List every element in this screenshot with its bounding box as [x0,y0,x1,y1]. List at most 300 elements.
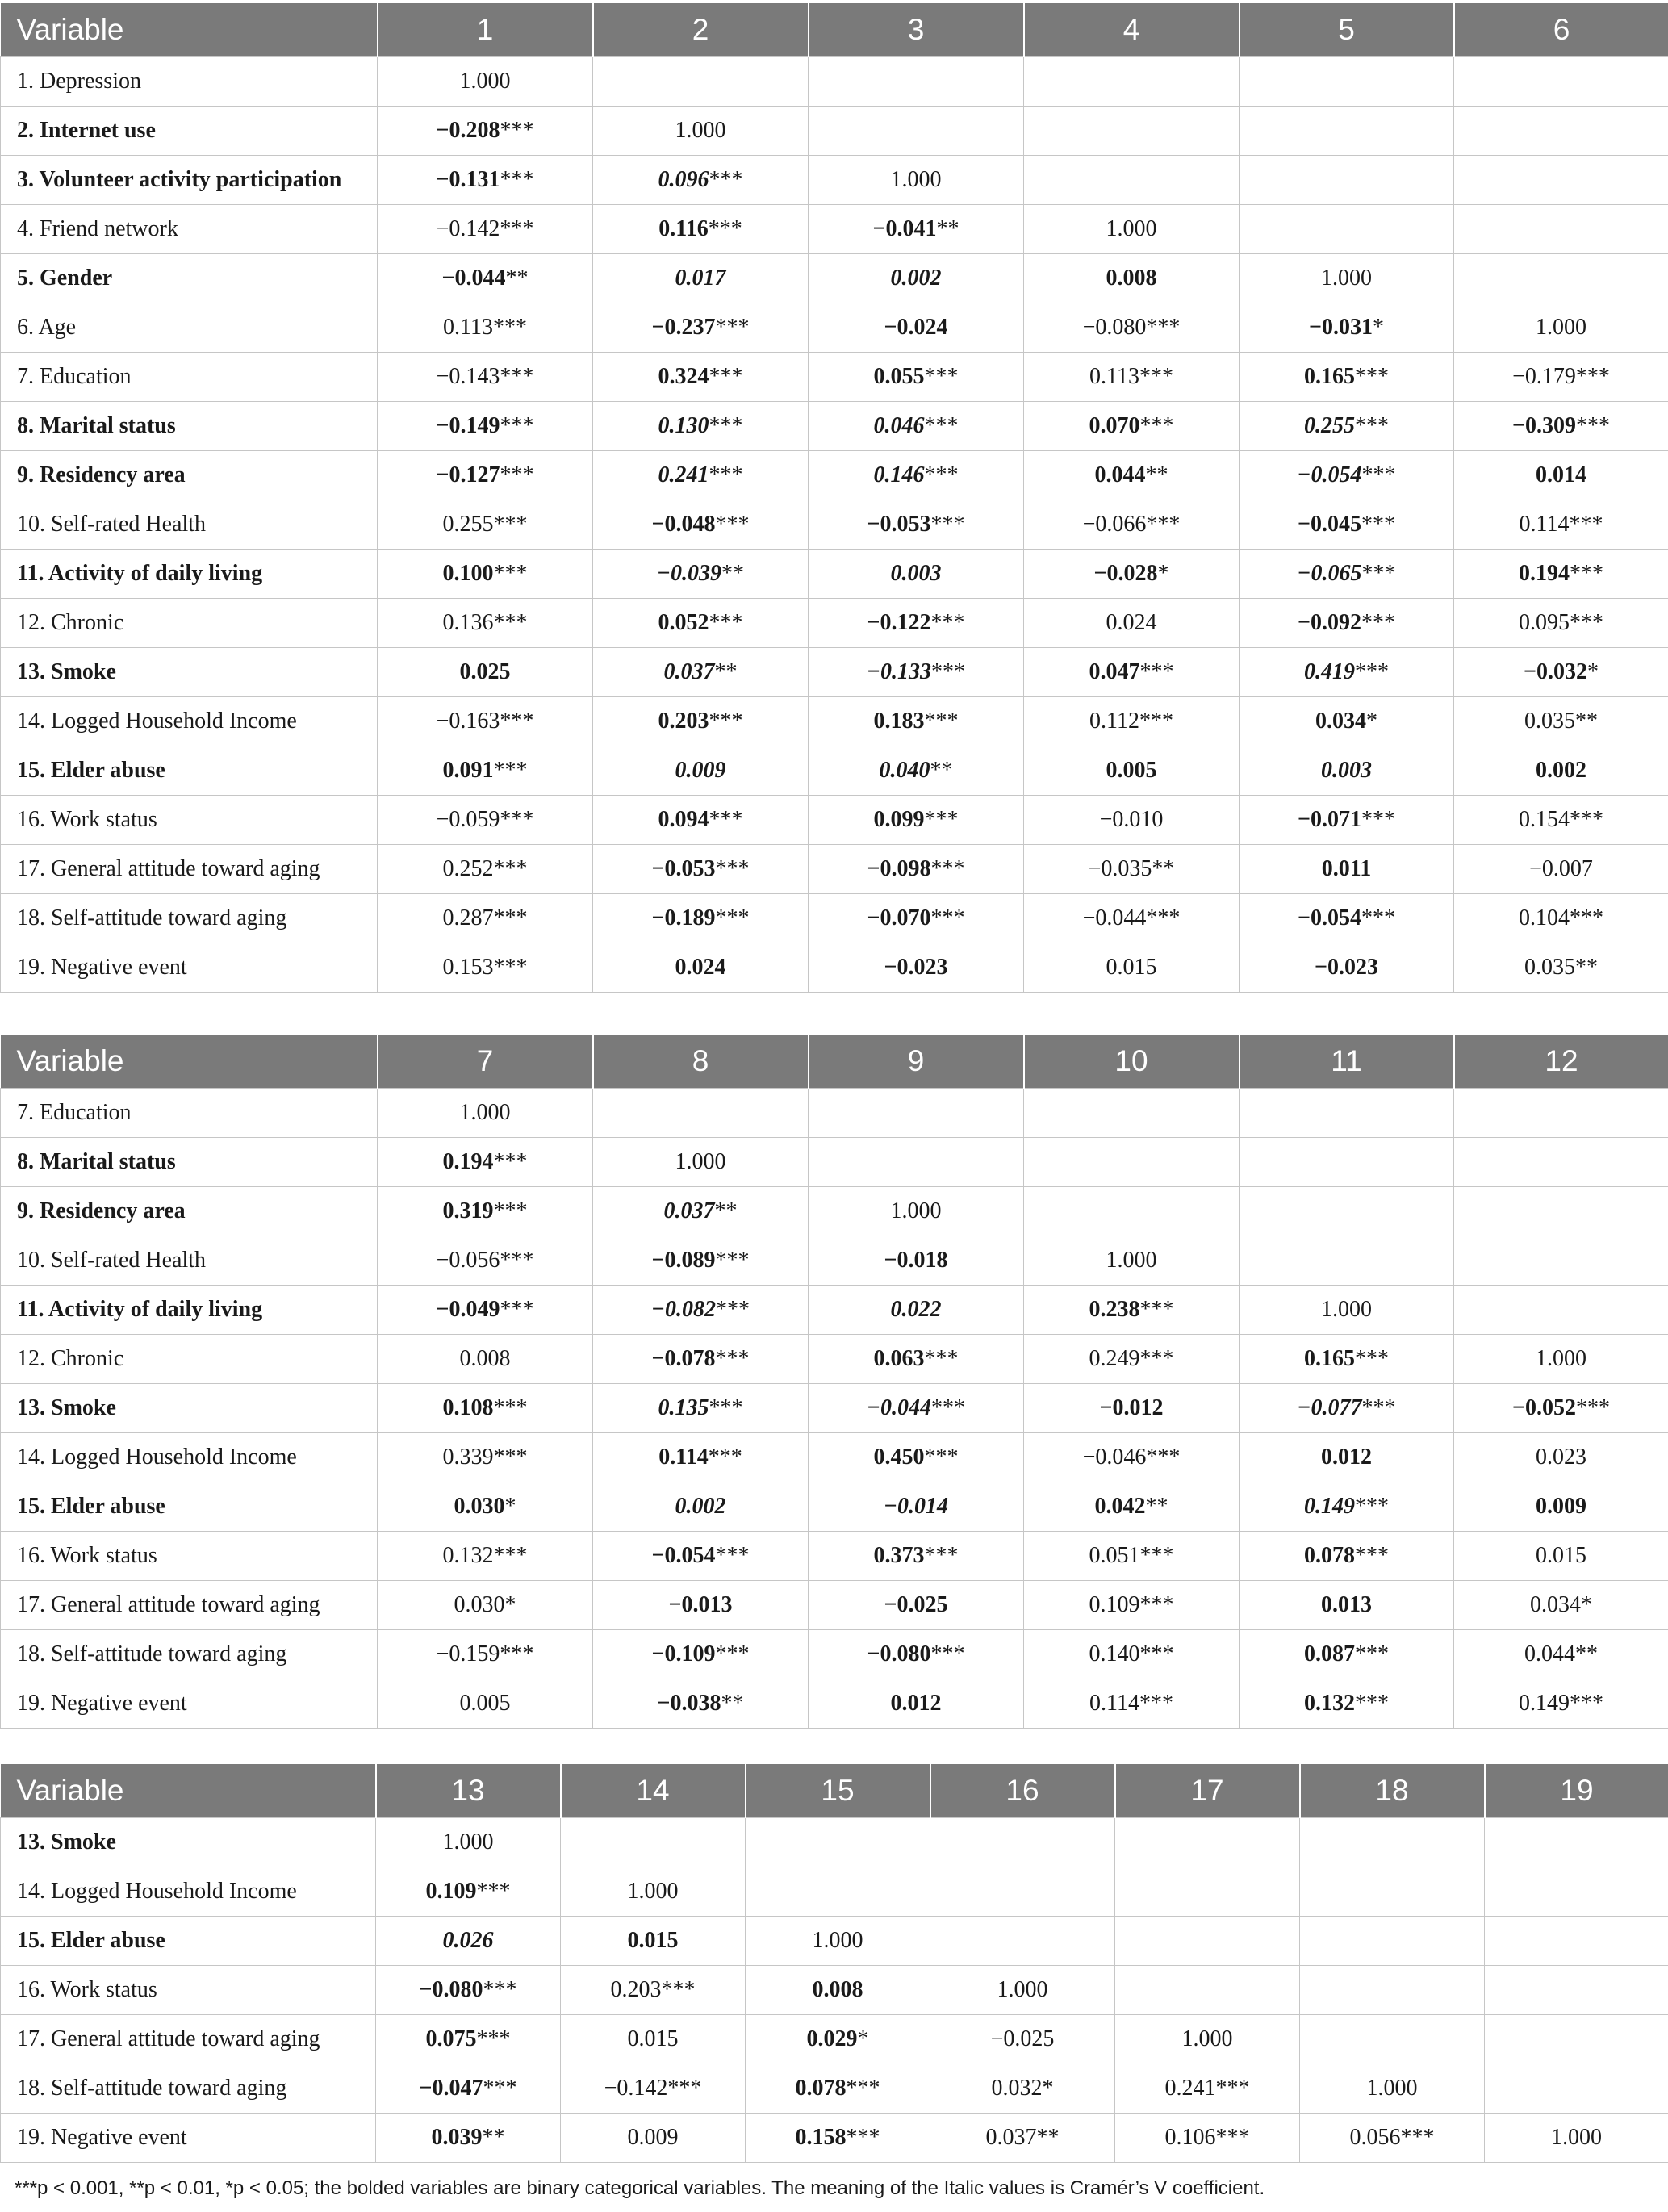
cell-value: −0.056 [436,1248,500,1273]
cell-value: 0.135 [658,1395,709,1420]
significance-stars: *** [1570,807,1603,832]
significance-stars: *** [709,364,743,389]
significance-stars: *** [1215,2125,1250,2150]
table-cell [378,107,593,156]
significance-stars: * [1366,709,1377,734]
significance-stars: *** [493,1198,528,1223]
significance-stars: *** [493,512,528,537]
table-cell [593,943,809,993]
row-label: 9. Residency area [1,451,378,500]
row-label: 14. Logged Household Income [1,1433,378,1482]
table-cell [593,1286,809,1335]
row-label: 9. Residency area [1,1187,378,1236]
cell-value: −0.023 [884,955,948,980]
cell-value: 0.165 [1304,364,1355,389]
table-row [1,1917,1668,1966]
cell-value: 0.106 [1164,2125,1216,2150]
row-label: 10. Self-rated Health [1,1236,378,1286]
cell-value: 0.324 [658,364,709,389]
significance-stars: *** [715,856,750,881]
table-cell [378,1630,593,1679]
table-cell [378,550,593,599]
header-variable: Variable [1,3,378,57]
significance-stars: *** [930,856,965,881]
table-cell [1024,1335,1240,1384]
table-cell [1024,205,1240,254]
cell-value: 0.136 [442,610,494,635]
table-cell [1024,1384,1240,1433]
table-cell [1024,1286,1240,1335]
cell-value: −0.013 [668,1592,733,1617]
table-row [1,402,1668,451]
table-row [1,1433,1668,1482]
significance-stars: *** [924,413,959,438]
table-cell [593,57,809,107]
header-col-13: 13 [376,1764,561,1818]
row-label: 16. Work status [1,1966,376,2015]
table-footnote: ***p < 0.001, **p < 0.01, *p < 0.05; the bolded variables are binary categorical variables. The meaning of the Italic values is Cramér’s V coefficient. [15,2177,1265,2199]
significance-stars: *** [1146,1445,1181,1470]
table-cell [378,451,593,500]
row-label: 19. Negative event [1,1679,378,1729]
table-cell [1024,254,1240,303]
table-cell [1240,697,1454,746]
cell-value: 0.011 [1321,856,1372,881]
cell-value: −0.044 [441,266,506,291]
table-cell [809,1089,1024,1138]
cell-value: 0.009 [627,2125,679,2150]
row-label: 8. Marital status [1,402,378,451]
table-cell [809,1482,1024,1532]
significance-stars: *** [1215,2076,1250,2101]
cell-value: −0.014 [884,1494,948,1519]
cell-value: −0.035 [1088,856,1152,881]
row-label: 15. Elder abuse [1,1917,376,1966]
cell-value: 0.194 [442,1149,494,1174]
cell-value: 0.037 [663,659,715,684]
row-label: 13. Smoke [1,1818,376,1867]
cell-value: 0.149 [1304,1494,1355,1519]
cell-value: 0.005 [459,1691,511,1716]
cell-value: 0.241 [1164,2076,1216,2101]
cell-value: 1.000 [459,1100,511,1125]
table-cell [809,697,1024,746]
row-label: 1. Depression [1,57,378,107]
significance-stars: *** [1139,1346,1174,1371]
significance-stars: *** [1355,1543,1389,1568]
table-cell [1454,1138,1668,1187]
significance-stars: *** [708,216,742,241]
table-row [1,1384,1668,1433]
significance-stars: *** [1139,413,1174,438]
table-cell [378,1138,593,1187]
table-cell [930,2114,1115,2163]
table-cell [376,1966,561,2015]
significance-stars: *** [1569,512,1603,537]
row-label: 17. General attitude toward aging [1,845,378,894]
table-cell [809,648,1024,697]
cell-value: 0.203 [610,1977,662,2002]
table-cell [378,697,593,746]
cell-value: 0.450 [873,1445,925,1470]
cell-value: 0.096 [658,167,709,192]
table-cell [1240,1679,1454,1729]
table-cell [1454,353,1668,402]
cell-value: 1.000 [890,1198,942,1223]
table-cell [1454,1089,1668,1138]
cell-value: 0.287 [442,905,494,930]
table-cell [1485,1867,1668,1917]
significance-stars: ** [1152,856,1175,881]
table-cell [809,1384,1024,1433]
header-col-2: 2 [593,3,809,57]
cell-value: −0.025 [990,2026,1055,2051]
header-variable: Variable [1,1035,378,1089]
cell-value: −0.041 [872,216,937,241]
significance-stars: *** [493,905,528,930]
row-label: 4. Friend network [1,205,378,254]
table-cell [561,1917,746,1966]
significance-stars: *** [924,1543,959,1568]
table-cell [1454,697,1668,746]
table-row [1,943,1668,993]
cell-value: −0.039 [657,561,721,586]
cell-value: 0.009 [675,758,726,783]
significance-stars: *** [715,905,750,930]
table-cell [593,1138,809,1187]
table-cell [809,1138,1024,1187]
cell-value: 0.003 [1321,758,1372,783]
table-cell [809,796,1024,845]
table-cell [809,303,1024,353]
table-cell [561,2015,746,2064]
table-cell [1024,1630,1240,1679]
cell-value: −0.038 [657,1691,721,1716]
cell-value: −0.098 [867,856,931,881]
significance-stars: *** [1355,1691,1389,1716]
cell-value: 0.009 [1536,1494,1586,1519]
significance-stars: ** [505,266,529,291]
cell-value: −0.080 [867,1641,931,1666]
significance-stars: *** [709,167,743,192]
significance-stars: *** [846,2125,880,2150]
table-cell [1115,1867,1300,1917]
cell-value: −0.044 [1082,905,1147,930]
significance-stars: *** [1355,1346,1389,1371]
cell-value: −0.044 [867,1395,931,1420]
table-cell [376,1917,561,1966]
cell-value: −0.045 [1298,512,1361,537]
row-label: 6. Age [1,303,378,353]
table-cell [809,1286,1024,1335]
cell-value: 0.042 [1094,1494,1146,1519]
significance-stars: ** [714,659,738,684]
significance-stars: *** [1139,1691,1173,1716]
header-row [1,1035,1668,1089]
row-label: 7. Education [1,1089,378,1138]
significance-stars: *** [1575,364,1610,389]
table-cell [809,57,1024,107]
table-cell [1454,599,1668,648]
header-col-6: 6 [1454,3,1668,57]
significance-stars: *** [493,1149,528,1174]
table-cell [1300,1818,1485,1867]
table-cell [1454,845,1668,894]
header-row [1,3,1668,57]
table-row [1,1482,1668,1532]
cell-value: 0.051 [1089,1543,1140,1568]
table-cell [1115,2114,1300,2163]
significance-stars: *** [1146,905,1181,930]
significance-stars: *** [483,1977,517,2002]
significance-stars: *** [1570,1691,1603,1716]
table-cell [809,1236,1024,1286]
cell-value: −0.159 [436,1641,500,1666]
header-col-16: 16 [930,1764,1115,1818]
table-cell [809,451,1024,500]
significance-stars: *** [493,1445,528,1470]
cell-value: −0.054 [651,1543,716,1568]
cell-value: 1.000 [1536,1346,1586,1371]
cell-value: 0.114 [1089,1691,1139,1716]
table-cell [1024,1089,1240,1138]
significance-stars: *** [708,1445,742,1470]
table-cell [809,943,1024,993]
table-cell [593,845,809,894]
table-cell [809,845,1024,894]
cell-value: 0.373 [873,1543,925,1568]
table-cell [378,796,593,845]
header-col-3: 3 [809,3,1024,57]
significance-stars: *** [493,856,528,881]
table-cell [1240,1138,1454,1187]
table-cell [1240,303,1454,353]
cell-value: 0.030 [454,1592,505,1617]
table-cell [1454,796,1668,845]
significance-stars: *** [493,758,528,783]
cell-value: 0.026 [442,1928,494,1953]
table-cell [1454,746,1668,796]
table-cell [593,205,809,254]
table-cell [746,2114,930,2163]
table-row [1,1236,1668,1286]
table-row [1,1532,1668,1581]
header-row [1,1764,1668,1818]
cell-value: 0.078 [1304,1543,1355,1568]
table-cell [376,2015,561,2064]
table-cell [1454,1433,1668,1482]
cell-value: 0.255 [442,512,494,537]
table-cell [1024,648,1240,697]
table-cell [593,353,809,402]
significance-stars: *** [1355,1494,1389,1519]
header-col-15: 15 [746,1764,930,1818]
cell-value: 0.249 [1089,1346,1140,1371]
table-cell [593,1482,809,1532]
table-cell [378,254,593,303]
table-row [1,697,1668,746]
cell-value: 0.203 [658,709,709,734]
table-cell [378,205,593,254]
table-cell [376,1818,561,1867]
significance-stars: *** [1361,462,1396,487]
table-row [1,796,1668,845]
table-cell [809,1581,1024,1630]
cell-value: 0.255 [1304,413,1355,438]
table-cell [1240,1532,1454,1581]
cell-value: 0.013 [1321,1592,1372,1617]
table-cell [1024,1187,1240,1236]
cell-value: −0.122 [867,610,931,635]
table-cell [378,746,593,796]
significance-stars: ** [721,561,744,586]
table-cell [593,303,809,353]
table-cell [593,697,809,746]
cell-value: 0.109 [1089,1592,1140,1617]
table-cell [809,500,1024,550]
cell-value: −0.049 [436,1297,500,1322]
significance-stars: * [857,2026,869,2051]
header-col-7: 7 [378,1035,593,1089]
table-cell [1240,845,1454,894]
cell-value: 0.319 [442,1198,494,1223]
table-cell [1240,1335,1454,1384]
table-cell [378,1532,593,1581]
significance-stars: *** [1575,413,1610,438]
cell-value: 0.034 [1530,1592,1581,1617]
table-cell [1454,1384,1668,1433]
cell-value: 0.140 [1089,1641,1140,1666]
cell-value: 0.112 [1089,709,1139,734]
row-label: 12. Chronic [1,1335,378,1384]
cell-value: 1.000 [1106,216,1157,241]
significance-stars: *** [709,462,743,487]
table-cell [1024,550,1240,599]
cell-value: 0.165 [1304,1346,1355,1371]
cell-value: 0.070 [1089,413,1140,438]
significance-stars: *** [1361,512,1395,537]
cell-value: 0.419 [1304,659,1355,684]
significance-stars: *** [715,1297,750,1322]
significance-stars: * [1157,561,1169,586]
cell-value: −0.024 [884,315,948,340]
significance-stars: *** [930,659,965,684]
table-cell [561,2064,746,2114]
cell-value: 0.035 [1524,955,1575,980]
significance-stars: ** [1145,462,1168,487]
table-cell [1485,2015,1668,2064]
table-cell [593,1679,809,1729]
cell-value: 0.034 [1315,709,1366,734]
header-col-14: 14 [561,1764,746,1818]
table-cell [1240,1384,1454,1433]
cell-value: −0.025 [884,1592,948,1617]
significance-stars: * [504,1494,516,1519]
row-label: 11. Activity of daily living [1,550,378,599]
table-cell [561,1867,746,1917]
table-cell [1115,2015,1300,2064]
header-col-18: 18 [1300,1764,1485,1818]
significance-stars: ** [936,216,959,241]
significance-stars: *** [924,1346,959,1371]
table-cell [378,1581,593,1630]
cell-value: −0.309 [1512,413,1576,438]
significance-stars: *** [1355,364,1389,389]
cell-value: 0.091 [442,758,494,783]
significance-stars: *** [1400,2125,1435,2150]
cell-value: 1.000 [812,1928,863,1953]
cell-value: 0.183 [873,709,925,734]
table-cell [561,2114,746,2163]
table-cell [1454,943,1668,993]
cell-value: 0.094 [658,807,709,832]
table-row [1,303,1668,353]
significance-stars: ** [721,1691,744,1716]
cell-value: 0.015 [627,2026,679,2051]
cell-value: −0.077 [1297,1395,1362,1420]
cell-value: 0.039 [431,2125,483,2150]
significance-stars: *** [709,413,743,438]
table-cell [378,1482,593,1532]
significance-stars: *** [500,1297,534,1322]
cell-value: 0.063 [873,1346,925,1371]
table-cell [1454,1630,1668,1679]
table-row [1,1286,1668,1335]
table-cell [378,599,593,648]
cell-value: 1.000 [1366,2076,1418,2101]
row-label: 5. Gender [1,254,378,303]
significance-stars: *** [924,1445,959,1470]
table-row [1,57,1668,107]
significance-stars: *** [1139,1641,1174,1666]
table-cell [378,156,593,205]
table-cell [1300,1917,1485,1966]
cell-value: −0.070 [867,905,931,930]
cell-value: −0.109 [651,1641,716,1666]
table-cell [1240,500,1454,550]
table-cell [1300,1966,1485,2015]
table-cell [1024,1581,1240,1630]
row-label: 10. Self-rated Health [1,500,378,550]
table-cell [561,1818,746,1867]
table-cell [1024,402,1240,451]
significance-stars: *** [492,315,527,340]
table-cell [1024,1138,1240,1187]
cell-value: 0.008 [459,1346,511,1371]
table-cell [378,1286,593,1335]
table-cell [593,1187,809,1236]
table-cell [378,1187,593,1236]
cell-value: 0.008 [812,1977,863,2002]
cell-value: 0.017 [675,266,726,291]
row-label: 15. Elder abuse [1,746,378,796]
cell-value: 0.055 [873,364,925,389]
table-cell [561,1966,746,2015]
row-label: 16. Work status [1,1532,378,1581]
row-label: 19. Negative event [1,2114,376,2163]
table-cell [378,500,593,550]
cell-value: −0.053 [651,856,716,881]
table-cell [1454,1581,1668,1630]
cell-value: 0.132 [442,1543,494,1568]
significance-stars: *** [1355,659,1389,684]
significance-stars: *** [500,1248,534,1273]
cell-value: −0.082 [651,1297,716,1322]
significance-stars: *** [1355,413,1389,438]
header-col-19: 19 [1485,1764,1668,1818]
row-label: 13. Smoke [1,1384,378,1433]
correlation-table-part-3 [0,1764,1668,2163]
